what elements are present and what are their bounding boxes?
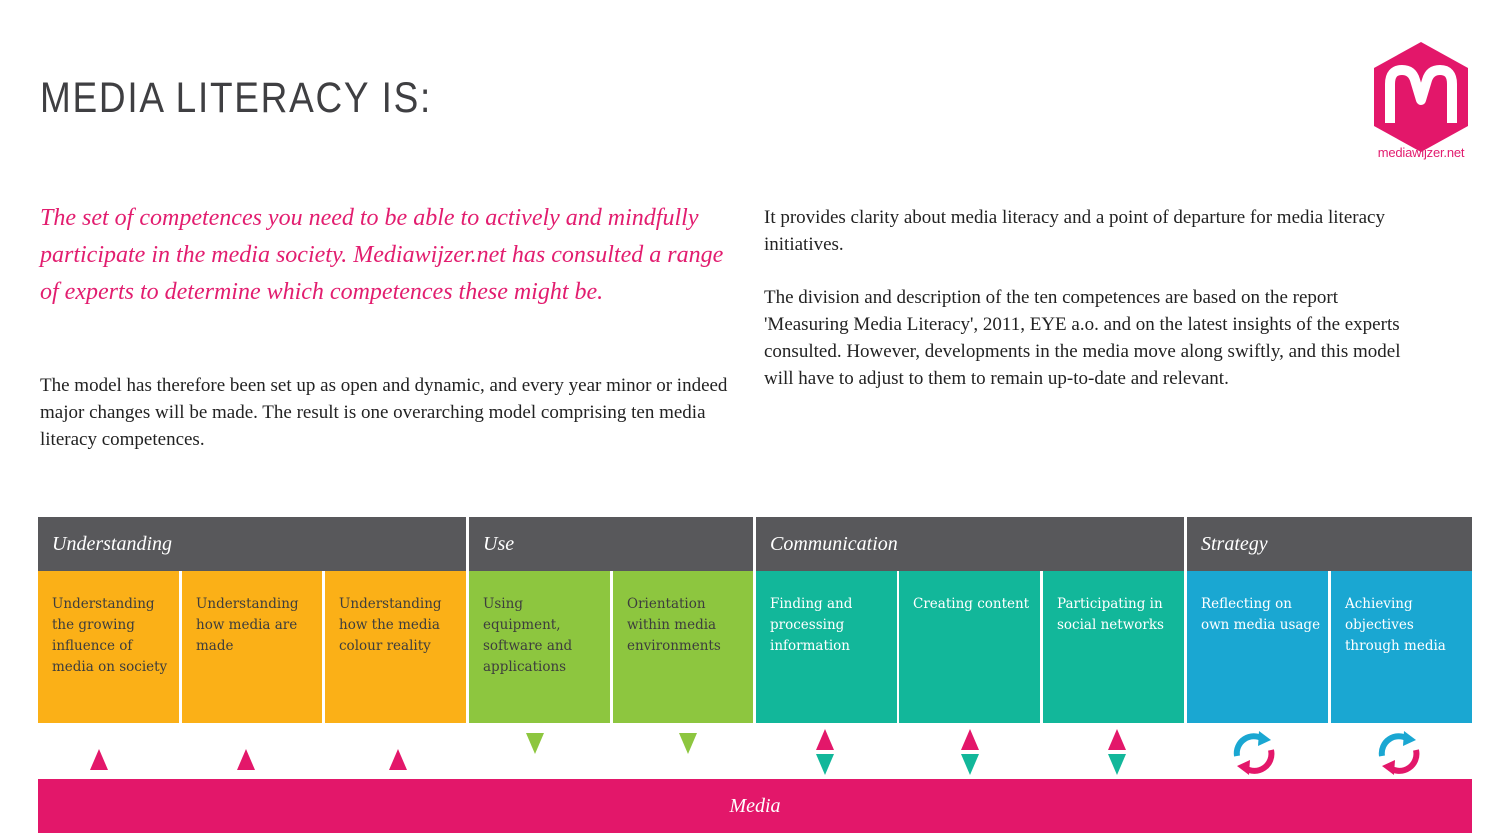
model-paragraph: The model has therefore been set up as open and dynamic, and every year minor or indeed major changes will be made. The result is one overarching model comprising ten media literacy competences. [40,375,728,450]
category-strategy: Strategy [1187,517,1472,571]
arrow-down-icon [525,732,545,756]
arrow-up-icon [89,748,109,772]
competence-box: Orientation within media environments [613,571,753,723]
arrow-up-icon [236,748,256,772]
competence-box: Finding and processing information [756,571,897,723]
competence-box: Participating in social networks [1043,571,1184,723]
clarity-paragraph: It provides clarity about media literacy and a point of departure for media literacy initiatives. [764,207,1385,255]
competence-box: Achieving objectives through media [1331,571,1472,723]
arrow-down-icon [678,732,698,756]
arrow-up-down-icon [960,728,980,778]
arrow-up-down-icon [1107,728,1127,778]
competence-box: Using equipment, software and applications [469,571,610,723]
cycle-arrows-icon [1374,728,1424,778]
cycle-arrows-icon [1229,728,1279,778]
category-use: Use [469,517,753,571]
media-foundation-bar: Media [38,779,1472,833]
competence-box: Understanding the growing influence of media on society [38,571,179,723]
competence-box: Understanding how media are made [182,571,322,723]
mediawijzer-logo [1368,30,1474,164]
arrow-up-down-icon [815,728,835,778]
competence-box: Reflecting on own media usage [1187,571,1328,723]
page-title: MEDIA LITERACY IS: [40,74,432,122]
competence-box: Understanding how the media colour reality [325,571,466,723]
logo-wordmark: mediawijzer.net [1377,145,1465,160]
division-paragraph: The division and description of the ten competences are based on the report 'Measuring Media Literacy', 2011, EYE a.o. and on the latest insights of the experts consulted. However, developments in the media move along swiftly, and this model will have to adjust to them to remain up-to-date and relevant. [764,287,1401,389]
category-communication: Communication [756,517,1184,571]
intro-definition: The set of competences you need to be able to actively and mindfully participate in the media society. Mediawijzer.net has consulted a range of experts to determine which competences these might be. [40,205,724,305]
category-understanding: Understanding [38,517,466,571]
arrow-up-icon [388,748,408,772]
competence-box: Creating content [899,571,1040,723]
